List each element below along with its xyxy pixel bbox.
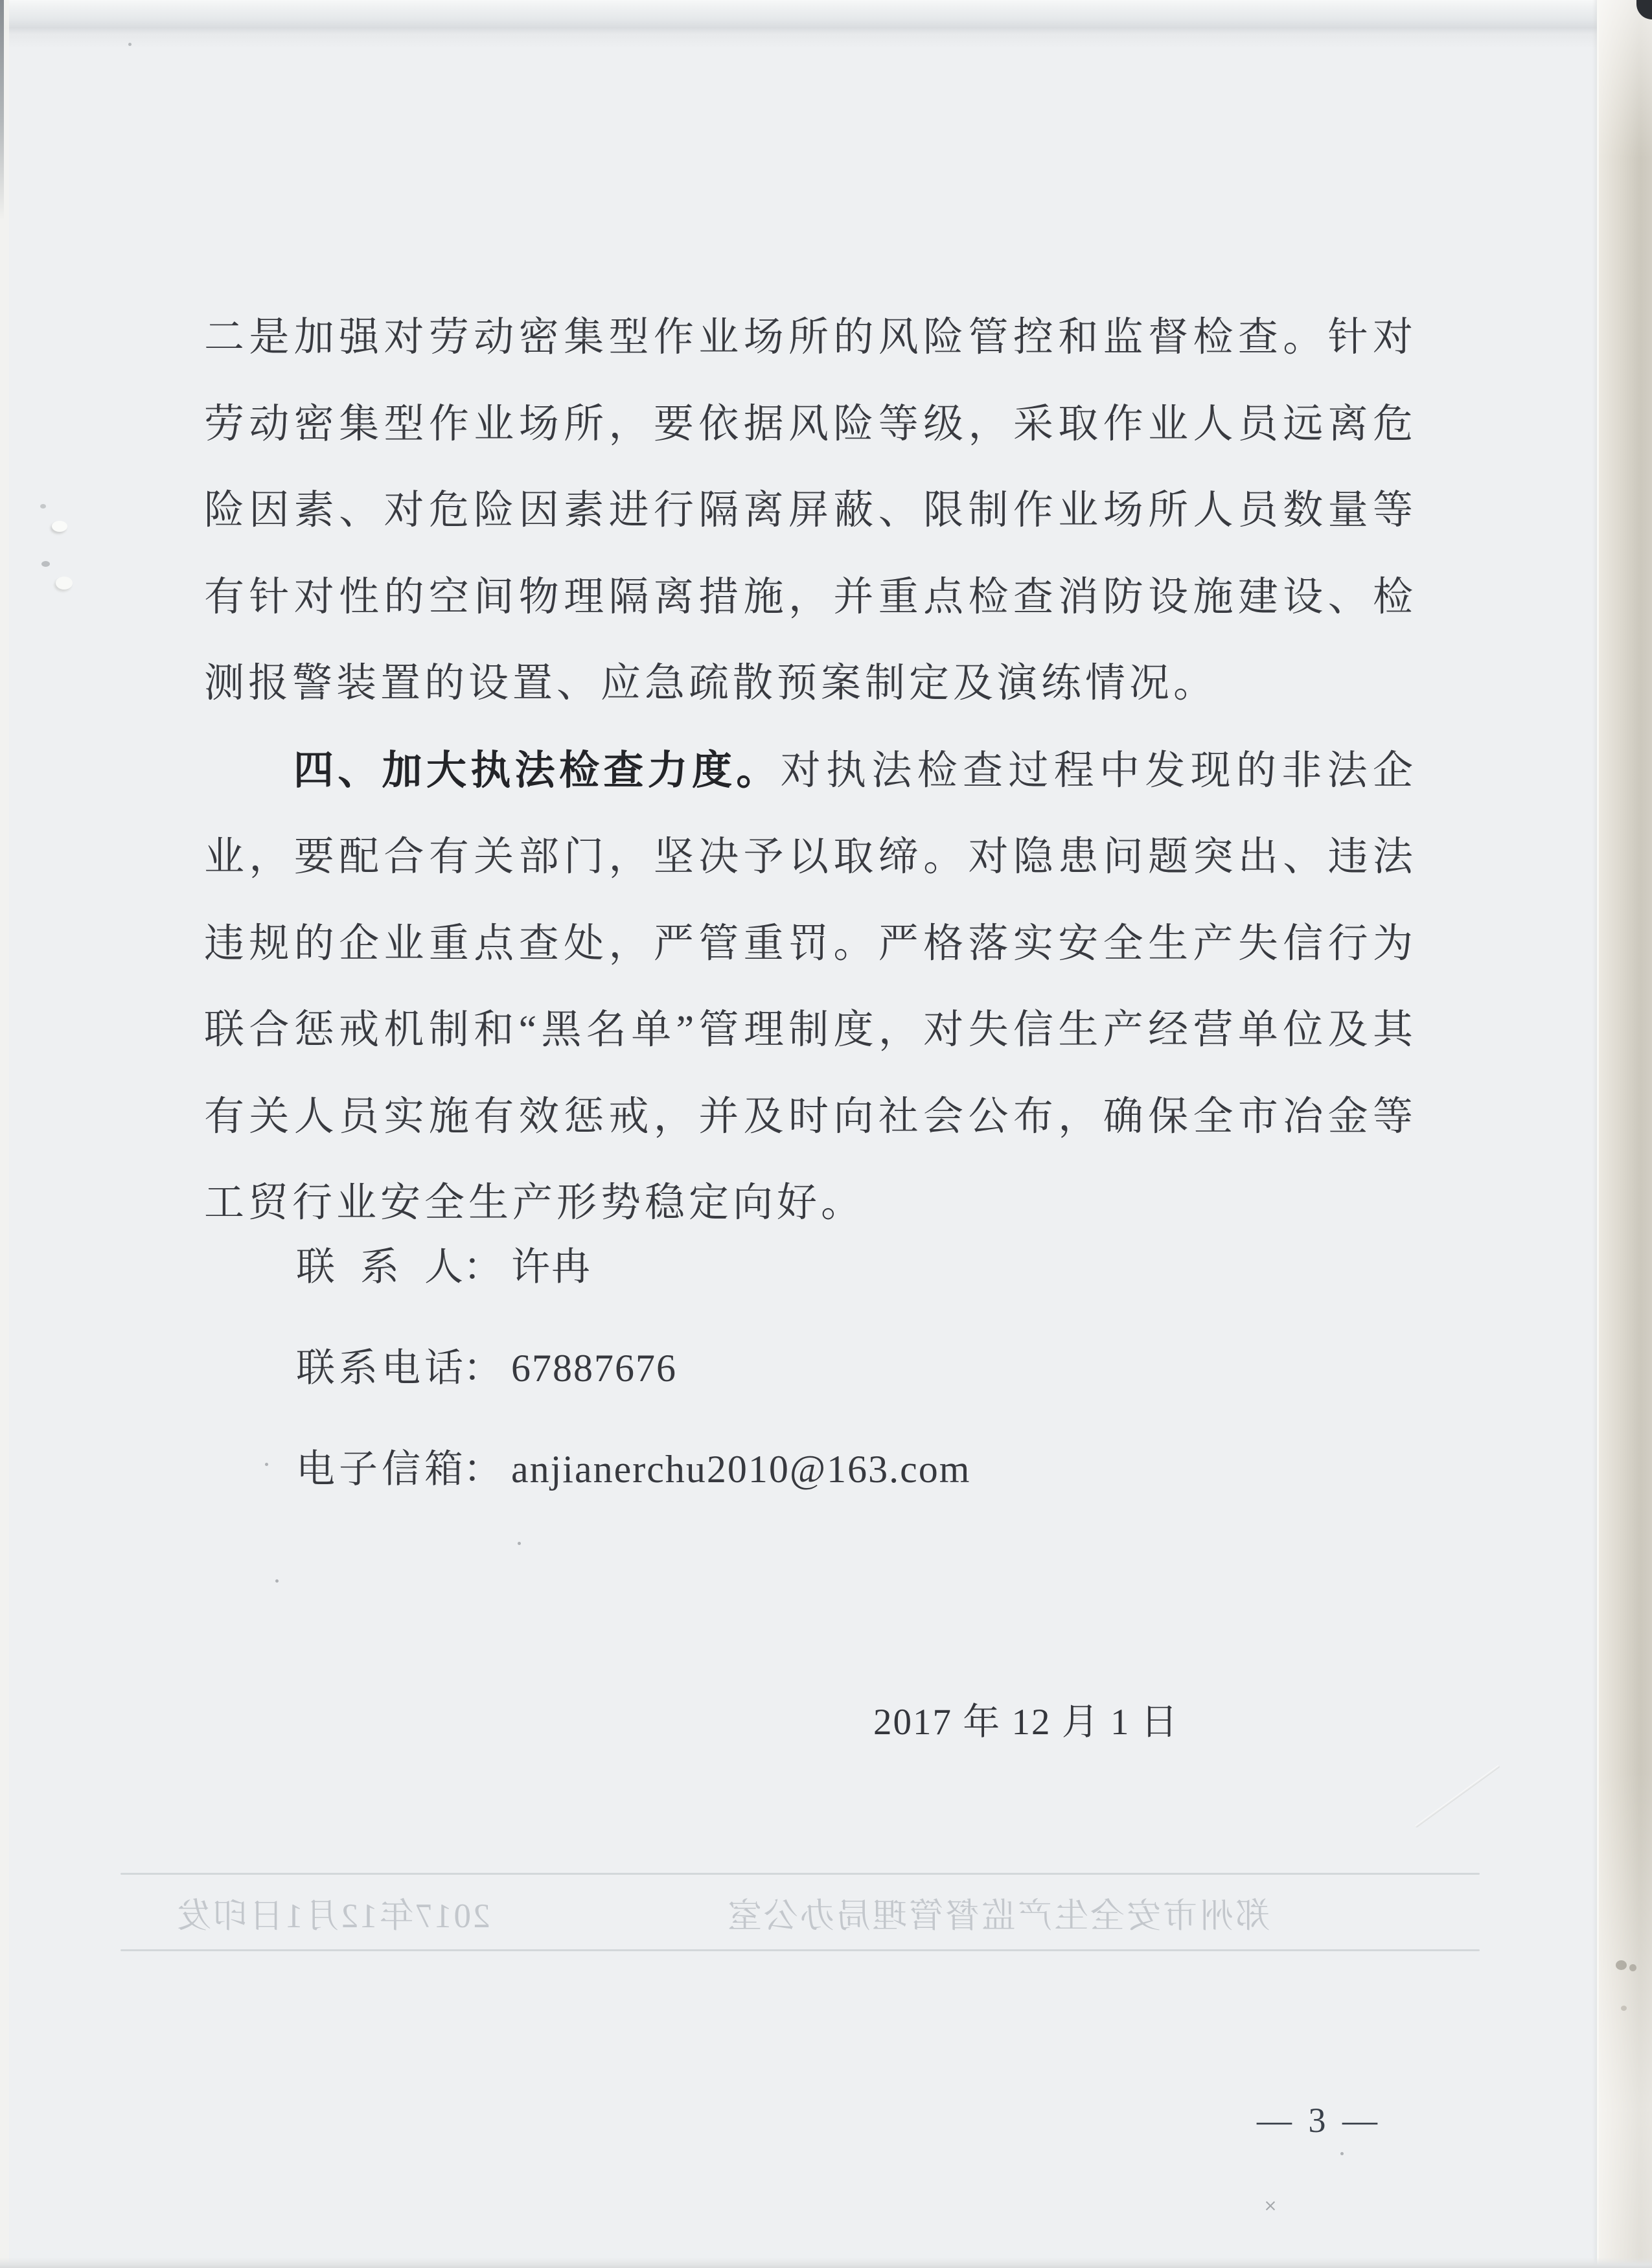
paragraph-text: 二是加强对劳动密集型作业场所的风险管控和监督检查。针对劳动密集型作业场所，要依据风险等级，采取作业人员远离危险因素、对危险因素进行隔离屏蔽、限制作业场所人员数量等有针对性的空间物理隔离措施，并重点检查消防设施建设、检测报警装置的设置、应急疏散预案制定及演练情况。 xyxy=(204,315,1417,705)
paper-speck xyxy=(1340,2152,1344,2155)
contact-email-label: 电子信箱 xyxy=(296,1448,463,1491)
paragraph-labor-intensive xyxy=(204,295,1417,727)
bleed-through-rule-top xyxy=(120,1873,1480,1875)
edge-smudge xyxy=(1616,1960,1627,1970)
contact-phone-line xyxy=(296,1318,970,1419)
section-heading: 四、加大执法检查力度。 xyxy=(293,748,781,793)
paper-speck xyxy=(41,561,50,567)
bleed-through-rule-bottom xyxy=(120,1949,1480,1951)
scan-bottom-shade xyxy=(0,2258,1652,2268)
contact-email-line xyxy=(296,1419,970,1520)
contact-phone-value: 67887676 xyxy=(511,1347,677,1390)
contact-person-value: 许冉 xyxy=(511,1246,591,1289)
paper-speck xyxy=(275,1579,279,1583)
correction-fluid-spot xyxy=(52,521,67,532)
scan-top-streaks xyxy=(0,0,1652,53)
scan-left-edge-shadow xyxy=(0,0,4,220)
colon: ： xyxy=(463,1246,502,1289)
paper-crease xyxy=(1415,1765,1500,1827)
colon: ： xyxy=(463,1448,502,1491)
bleed-through-office-name: 郑州市安全生产监督管理局办公室 xyxy=(726,1897,1270,1935)
page-number: — 3 — xyxy=(1257,2101,1381,2140)
pencil-x-mark xyxy=(1265,2200,1276,2212)
bleed-through-footer xyxy=(175,1893,1270,1933)
underlying-page-edge xyxy=(1599,0,1652,2268)
contact-person-label: 联系人 xyxy=(296,1246,463,1289)
paragraph-text: 对执法检查过程中发现的非法企业，要配合有关部门，坚决予以取缔。对隐患问题突出、违法违规的企业重点查处，严管重罚。严格落实安全生产失信行为联合惩戒机制和“黑名单”管理制度，对失信生产经营单位及其有关人员实施有效惩戒，并及时向社会公布，确保全市冶金等工贸行业安全生产形势稳定向好。 xyxy=(204,748,1417,1225)
contact-phone-label: 联系电话 xyxy=(296,1347,463,1390)
contact-person-line xyxy=(296,1217,970,1318)
issue-date: 2017 年 12 月 1 日 xyxy=(873,1702,1179,1743)
contact-block xyxy=(296,1217,970,1520)
paper-speck xyxy=(128,43,132,46)
paper-speck xyxy=(448,1453,451,1456)
contact-email-value: anjianerchu2010@163.com xyxy=(511,1448,971,1491)
paper-speck xyxy=(40,504,46,509)
paper-speck xyxy=(518,1542,521,1545)
correction-fluid-spot xyxy=(56,577,73,590)
paper-speck xyxy=(265,1463,268,1466)
scan-left-margin xyxy=(0,0,9,2268)
paragraph-enforcement xyxy=(204,727,1417,1247)
colon: ： xyxy=(463,1347,502,1390)
edge-smudge xyxy=(1621,2006,1627,2011)
edge-smudge xyxy=(1629,1964,1636,1971)
bleed-through-print-note: 2017年12月1日印发 xyxy=(175,1897,490,1935)
document-body xyxy=(204,295,1417,1247)
